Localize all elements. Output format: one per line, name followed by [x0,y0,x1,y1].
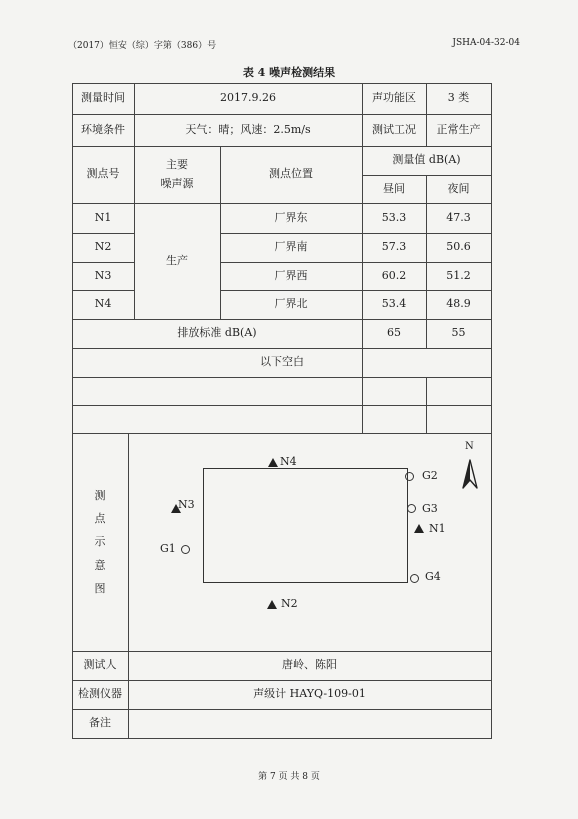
remarks-label: 备注 [89,716,111,730]
test-condition-value: 正常生产 [436,122,481,136]
point-label-n3: N3 [178,498,195,511]
day-value: 53.3 [381,210,407,224]
point-position-header: 测点位置 [269,167,313,181]
page-number: 第 7 页 共 8 页 [258,772,320,782]
point-position: 厂界东 [274,210,308,224]
noise-source-header: 主要 噪声源 [160,157,194,190]
north-label: N [465,441,474,452]
environment-value: 天气：晴；风速：2.5m/s [185,122,311,136]
circle-icon [407,504,416,513]
point-no: N3 [94,268,112,282]
day-header: 昼间 [383,181,405,195]
standard-night-value: 55 [451,326,466,340]
point-position: 厂界北 [274,297,308,311]
circle-icon [410,574,419,583]
instrument-value: 声级计 HAYQ-109-01 [253,687,366,701]
night-header: 夜间 [447,181,470,195]
report-number: （2017）恒安（综）字第（386）号 [68,41,217,51]
triangle-icon [414,524,424,533]
testers-label: 测试人 [83,658,117,672]
point-label-g3: G3 [422,502,438,515]
testers-value: 唐岭、陈阳 [282,658,337,672]
night-value: 50.6 [446,240,471,254]
point-label-g2: G2 [422,469,438,482]
night-value: 51.2 [446,268,471,282]
measured-value-header: 测量值 dB(A) [392,153,461,167]
noise-source-value: 生产 [166,253,188,267]
circle-icon [181,545,190,554]
remarks-value [128,709,491,738]
day-value: 57.3 [381,240,407,254]
point-position: 厂界南 [274,240,308,254]
point-no-header: 测点号 [86,167,120,181]
function-zone-value: 3 类 [447,91,470,105]
factory-boundary [203,468,408,583]
standard-day-value: 65 [387,326,401,340]
measure-time-value: 2017.9.26 [220,91,276,105]
point-label-n2: N2 [281,597,298,610]
emission-standard-label: 排放标准 dB(A) [177,326,257,340]
point-label-g1: G1 [160,542,176,555]
triangle-icon [267,600,277,609]
day-value: 60.2 [381,268,407,282]
point-label-n4: N4 [280,455,297,468]
function-zone-label: 声功能区 [372,91,416,105]
measure-time-label: 测量时间 [81,91,125,105]
point-label-n1: N1 [429,522,446,535]
blank-below-note: 以下空白 [260,355,304,369]
environment-label: 环境条件 [81,122,125,136]
circle-icon [405,472,414,481]
diagram-label: 测 点 示 意 图 [94,489,106,595]
triangle-icon [268,458,278,467]
test-condition-label: 测试工况 [372,122,416,136]
point-no: N2 [94,240,112,254]
night-value: 48.9 [446,297,471,311]
table-title: 表 4 噪声检测结果 [242,66,336,79]
instrument-label: 检测仪器 [78,687,122,701]
point-position: 厂界西 [274,268,308,282]
day-value: 53.4 [381,297,407,311]
point-label-g4: G4 [425,570,441,583]
document-code: JSHA-04-32-04 [452,38,520,48]
point-no: N1 [94,210,112,224]
point-no: N4 [94,297,112,311]
night-value: 47.3 [446,210,471,224]
north-arrow-icon [461,458,479,490]
